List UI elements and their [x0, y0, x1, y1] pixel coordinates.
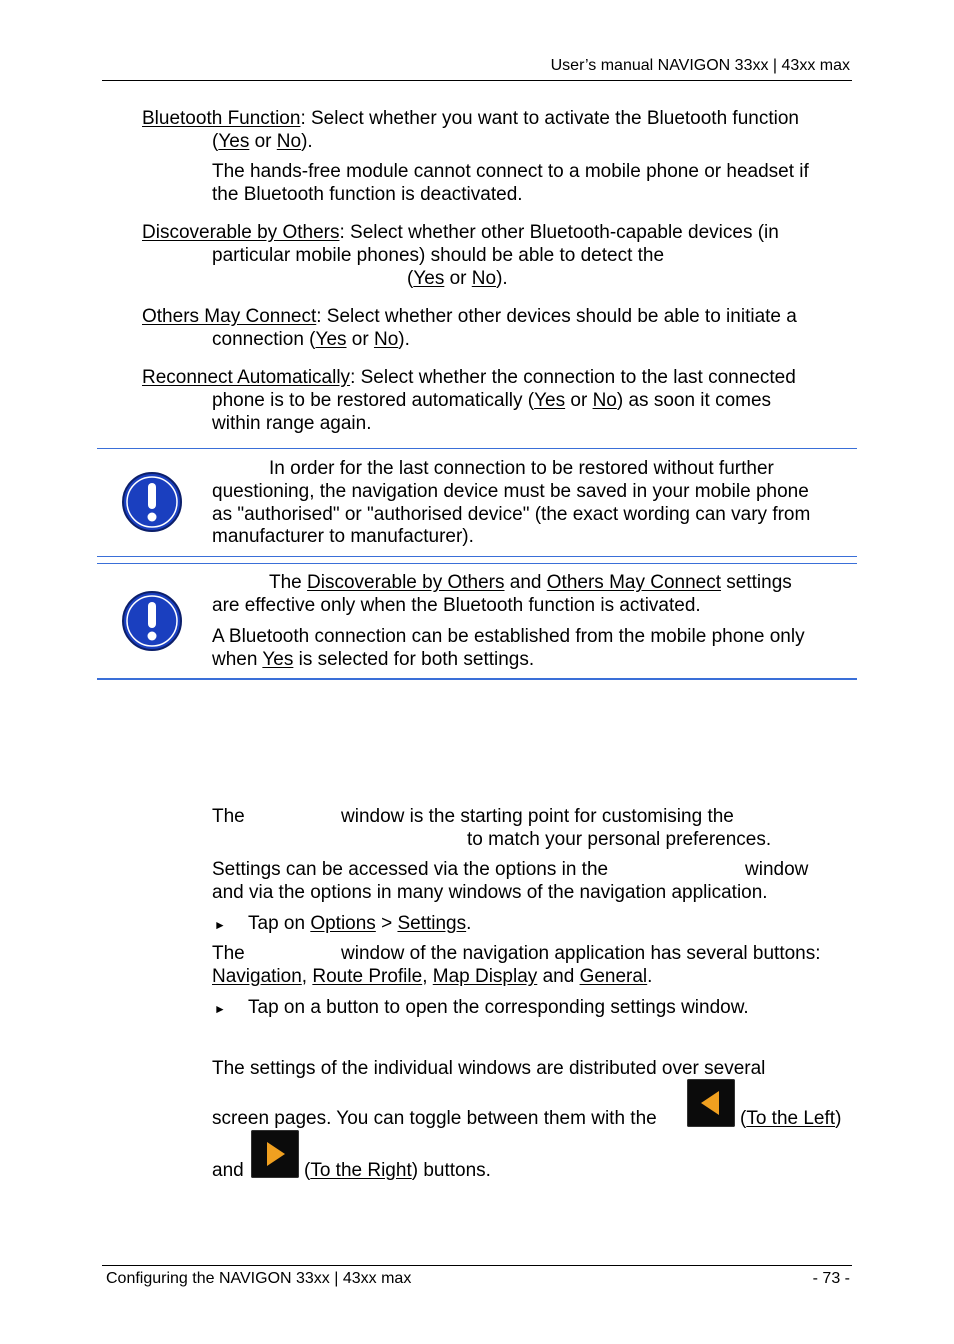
- bt-function-options: (Yes or No).: [212, 131, 313, 152]
- bullet-arrow-icon: ►: [214, 1002, 226, 1016]
- settings-p3-rest: window of the navigation application has several buttons:: [341, 943, 821, 964]
- to-the-right-label: (To the Right) buttons.: [304, 1160, 491, 1181]
- no-option: No: [592, 390, 617, 411]
- settings-link: Settings: [397, 913, 467, 934]
- bt-function-term: Bluetooth Function: [142, 108, 301, 129]
- yes-option: Yes: [413, 268, 445, 289]
- navigation-label: Navigation: [212, 966, 302, 987]
- discoverable-line: Discoverable by Others: Select whether other Bluetooth-capable devices (in: [142, 222, 779, 243]
- right-arrow-icon: [251, 1130, 299, 1178]
- settings-p4-line-1: The settings of the individual windows are distributed over several: [212, 1058, 766, 1079]
- route-profile-label: Route Profile: [312, 966, 423, 987]
- no-option: No: [471, 268, 497, 289]
- settings-step-2: Tap on a button to open the corresponding settings window.: [248, 997, 749, 1018]
- footer-left: Configuring the NAVIGON 33xx | 43xx max: [106, 1270, 412, 1287]
- note-a-line-4: manufacturer to manufacturer).: [212, 526, 474, 547]
- bullet-arrow-icon: ►: [214, 918, 226, 932]
- note-separator-rule: [97, 556, 857, 557]
- others-connect-term: Others May Connect: [142, 306, 317, 327]
- settings-p2-line-2: and via the options in many windows of the navigation application.: [212, 882, 768, 903]
- settings-p3-the: The: [212, 943, 245, 964]
- no-option: No: [276, 131, 302, 152]
- note-bottom-rule: [97, 678, 857, 680]
- reconnect-line-3: within range again.: [212, 413, 372, 434]
- left-arrow-icon: [687, 1079, 735, 1127]
- settings-p1-rest: window is the starting point for customising the: [341, 806, 734, 827]
- discoverable-line-2: particular mobile phones) should be able to detect the: [212, 245, 665, 266]
- note-b-line-3: A Bluetooth connection can be established from the mobile phone only: [212, 626, 805, 647]
- settings-buttons-list: Navigation, Route Profile, Map Display and General.: [212, 966, 653, 987]
- others-connect-term-ref: Others May Connect: [546, 572, 722, 593]
- reconnect-line-2: phone is to be restored automatically (Yes or No) as soon it comes: [212, 390, 772, 411]
- to-the-right-button: [251, 1130, 299, 1178]
- options-link: Options: [310, 913, 376, 934]
- yes-option: Yes: [534, 390, 566, 411]
- settings-p2-window: window: [745, 859, 809, 880]
- note-b-line-4: when Yes is selected for both settings.: [212, 649, 535, 670]
- general-label: General: [579, 966, 648, 987]
- note-b-line-2: are effective only when the Bluetooth function is activated.: [212, 595, 701, 616]
- discoverable-term: Discoverable by Others: [142, 222, 340, 243]
- note-a-line-2: questioning, the navigation device must be saved in your mobile phone: [212, 481, 809, 502]
- note-a-line-1: In order for the last connection to be restored without further: [269, 458, 774, 479]
- settings-p4-line-2: screen pages. You can toggle between them with the: [212, 1108, 657, 1129]
- notice-icon: [121, 471, 183, 533]
- note-separator-rule-2: [97, 563, 857, 564]
- no-option: No: [373, 329, 399, 350]
- others-connect-options: connection (Yes or No).: [212, 329, 410, 350]
- discoverable-options: (Yes or No).: [407, 268, 508, 289]
- note-b-line-1: The Discoverable by Others and Others May Connect settings: [269, 572, 792, 593]
- reconnect-line: Reconnect Automatically: Select whether the connection to the last connected: [142, 367, 796, 388]
- bt-function-note-1: The hands-free module cannot connect to a mobile phone or headset if: [212, 161, 809, 182]
- page-number: - 73 -: [812, 1270, 850, 1287]
- settings-p1-the: The: [212, 806, 245, 827]
- bt-function-line: Bluetooth Function: Select whether you want to activate the Bluetooth function: [142, 108, 799, 129]
- settings-p1-line-2: to match your personal preferences.: [467, 829, 772, 850]
- map-display-label: Map Display: [432, 966, 538, 987]
- page-header: User’s manual NAVIGON 33xx | 43xx max: [550, 57, 850, 74]
- yes-option: Yes: [315, 329, 347, 350]
- yes-option: Yes: [218, 131, 250, 152]
- bt-function-note-2: the Bluetooth function is deactivated.: [212, 184, 523, 205]
- header-rule: [102, 80, 852, 81]
- notice-icon: [121, 590, 183, 652]
- yes-option: Yes: [262, 649, 294, 670]
- discoverable-term-ref: Discoverable by Others: [307, 572, 505, 593]
- to-the-left-button: [687, 1079, 735, 1127]
- settings-step-1: Tap on Options > Settings.: [248, 913, 472, 934]
- reconnect-term: Reconnect Automatically: [142, 367, 351, 388]
- note-a-line-3: as "authorised" or "authorised device" (the exact wording can vary from: [212, 504, 811, 525]
- note-top-rule: [97, 448, 857, 449]
- to-the-left-label: (To the Left): [740, 1108, 842, 1129]
- others-connect-line: Others May Connect: Select whether other devices should be able to initiate a: [142, 306, 797, 327]
- settings-p4-and: and: [212, 1160, 244, 1181]
- settings-p2-line-1: Settings can be accessed via the options in the: [212, 859, 609, 880]
- footer-rule: [102, 1265, 852, 1266]
